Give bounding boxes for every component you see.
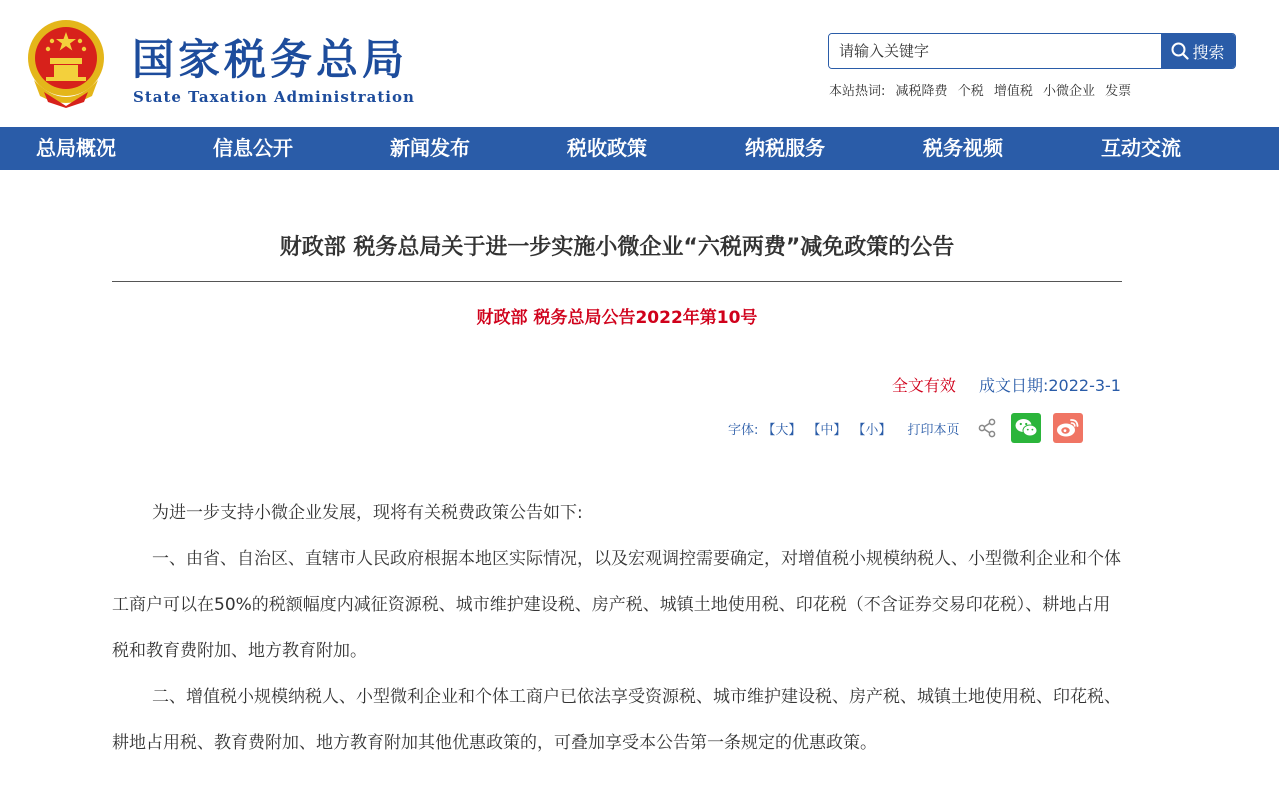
wechat-share-button[interactable] [1011,413,1041,443]
font-size-small-button[interactable]: 【小】 [852,422,892,438]
main-nav [0,127,1279,170]
hotword-link[interactable]: 发票 [1105,84,1132,99]
hotwords-label: 本站热词: [829,84,886,99]
weibo-share-button[interactable] [1053,413,1083,443]
hotwords [829,80,1137,99]
issue-date: 成文日期:2022-3-1 [978,376,1121,395]
font-size-label: 字体: [728,422,759,438]
article-body [112,490,1122,766]
hotword-link[interactable]: 增值税 [993,84,1033,99]
nav-item-interaction[interactable]: 互动交流 [1101,136,1181,160]
article-title: 财政部 税务总局关于进一步实施小微企业“六税两费”减免政策的公告 [279,235,955,260]
share-icon[interactable] [977,418,997,438]
search-input[interactable] [829,34,1161,68]
site-name-cn[interactable]: 国家税务总局 [132,35,409,84]
site-header [0,0,1279,127]
article-meta [892,373,1121,396]
hotword-link[interactable]: 减税降费 [895,84,948,99]
hotword-link[interactable]: 小微企业 [1043,84,1096,99]
article-paragraph: 为进一步支持小微企业发展，现将有关税费政策公告如下: [152,503,583,523]
wechat-icon [1014,417,1038,439]
article-tools [728,412,1083,444]
national-emblem-icon[interactable] [26,18,106,108]
article-paragraph: 一、由省、自治区、直辖市人民政府根据本地区实际情况，以及宏观调控需要确定，对增值税小规模纳税人、小型微利企业和个体工商户可以在50%的税额幅度内减征资源税、城市维护建设税、房产税、城镇土地使用税、印花税（不含证券交易印花税）、耕地占用税和教育费附加、地方教育附加。 [112,549,1121,661]
nav-item-tax-policy[interactable]: 税收政策 [567,136,647,160]
nav-item-news[interactable]: 新闻发布 [390,136,470,160]
article-paragraph: 二、增值税小规模纳税人、小型微利企业和个体工商户已依法享受资源税、城市维护建设税、房产税、城镇土地使用税、印花税、耕地占用税、教育费附加、地方教育附加其他优惠政策的，可叠加享受本公告第一条规定的优惠政策。 [112,687,1121,753]
nav-item-overview[interactable]: 总局概况 [36,136,116,160]
weibo-icon [1056,417,1080,439]
nav-item-info-disclosure[interactable]: 信息公开 [213,136,293,160]
search-button-label: 搜索 [1192,42,1225,62]
validity-status: 全文有效 [891,376,956,395]
hotword-link[interactable]: 个税 [957,84,984,99]
doc-number: 财政部 税务总局公告2022年第10号 [476,308,758,328]
font-size-large-button[interactable]: 【大】 [762,422,802,438]
search-box [828,33,1236,69]
nav-item-taxpayer-service[interactable]: 纳税服务 [745,136,825,160]
font-size-medium-button[interactable]: 【中】 [807,422,847,438]
title-divider [112,281,1122,282]
site-name-en[interactable]: State Taxation Administration [133,88,415,106]
search-icon [1171,42,1189,60]
search-button[interactable] [1161,34,1235,68]
nav-item-video[interactable]: 税务视频 [923,136,1003,160]
print-button[interactable]: 打印本页 [907,422,960,438]
